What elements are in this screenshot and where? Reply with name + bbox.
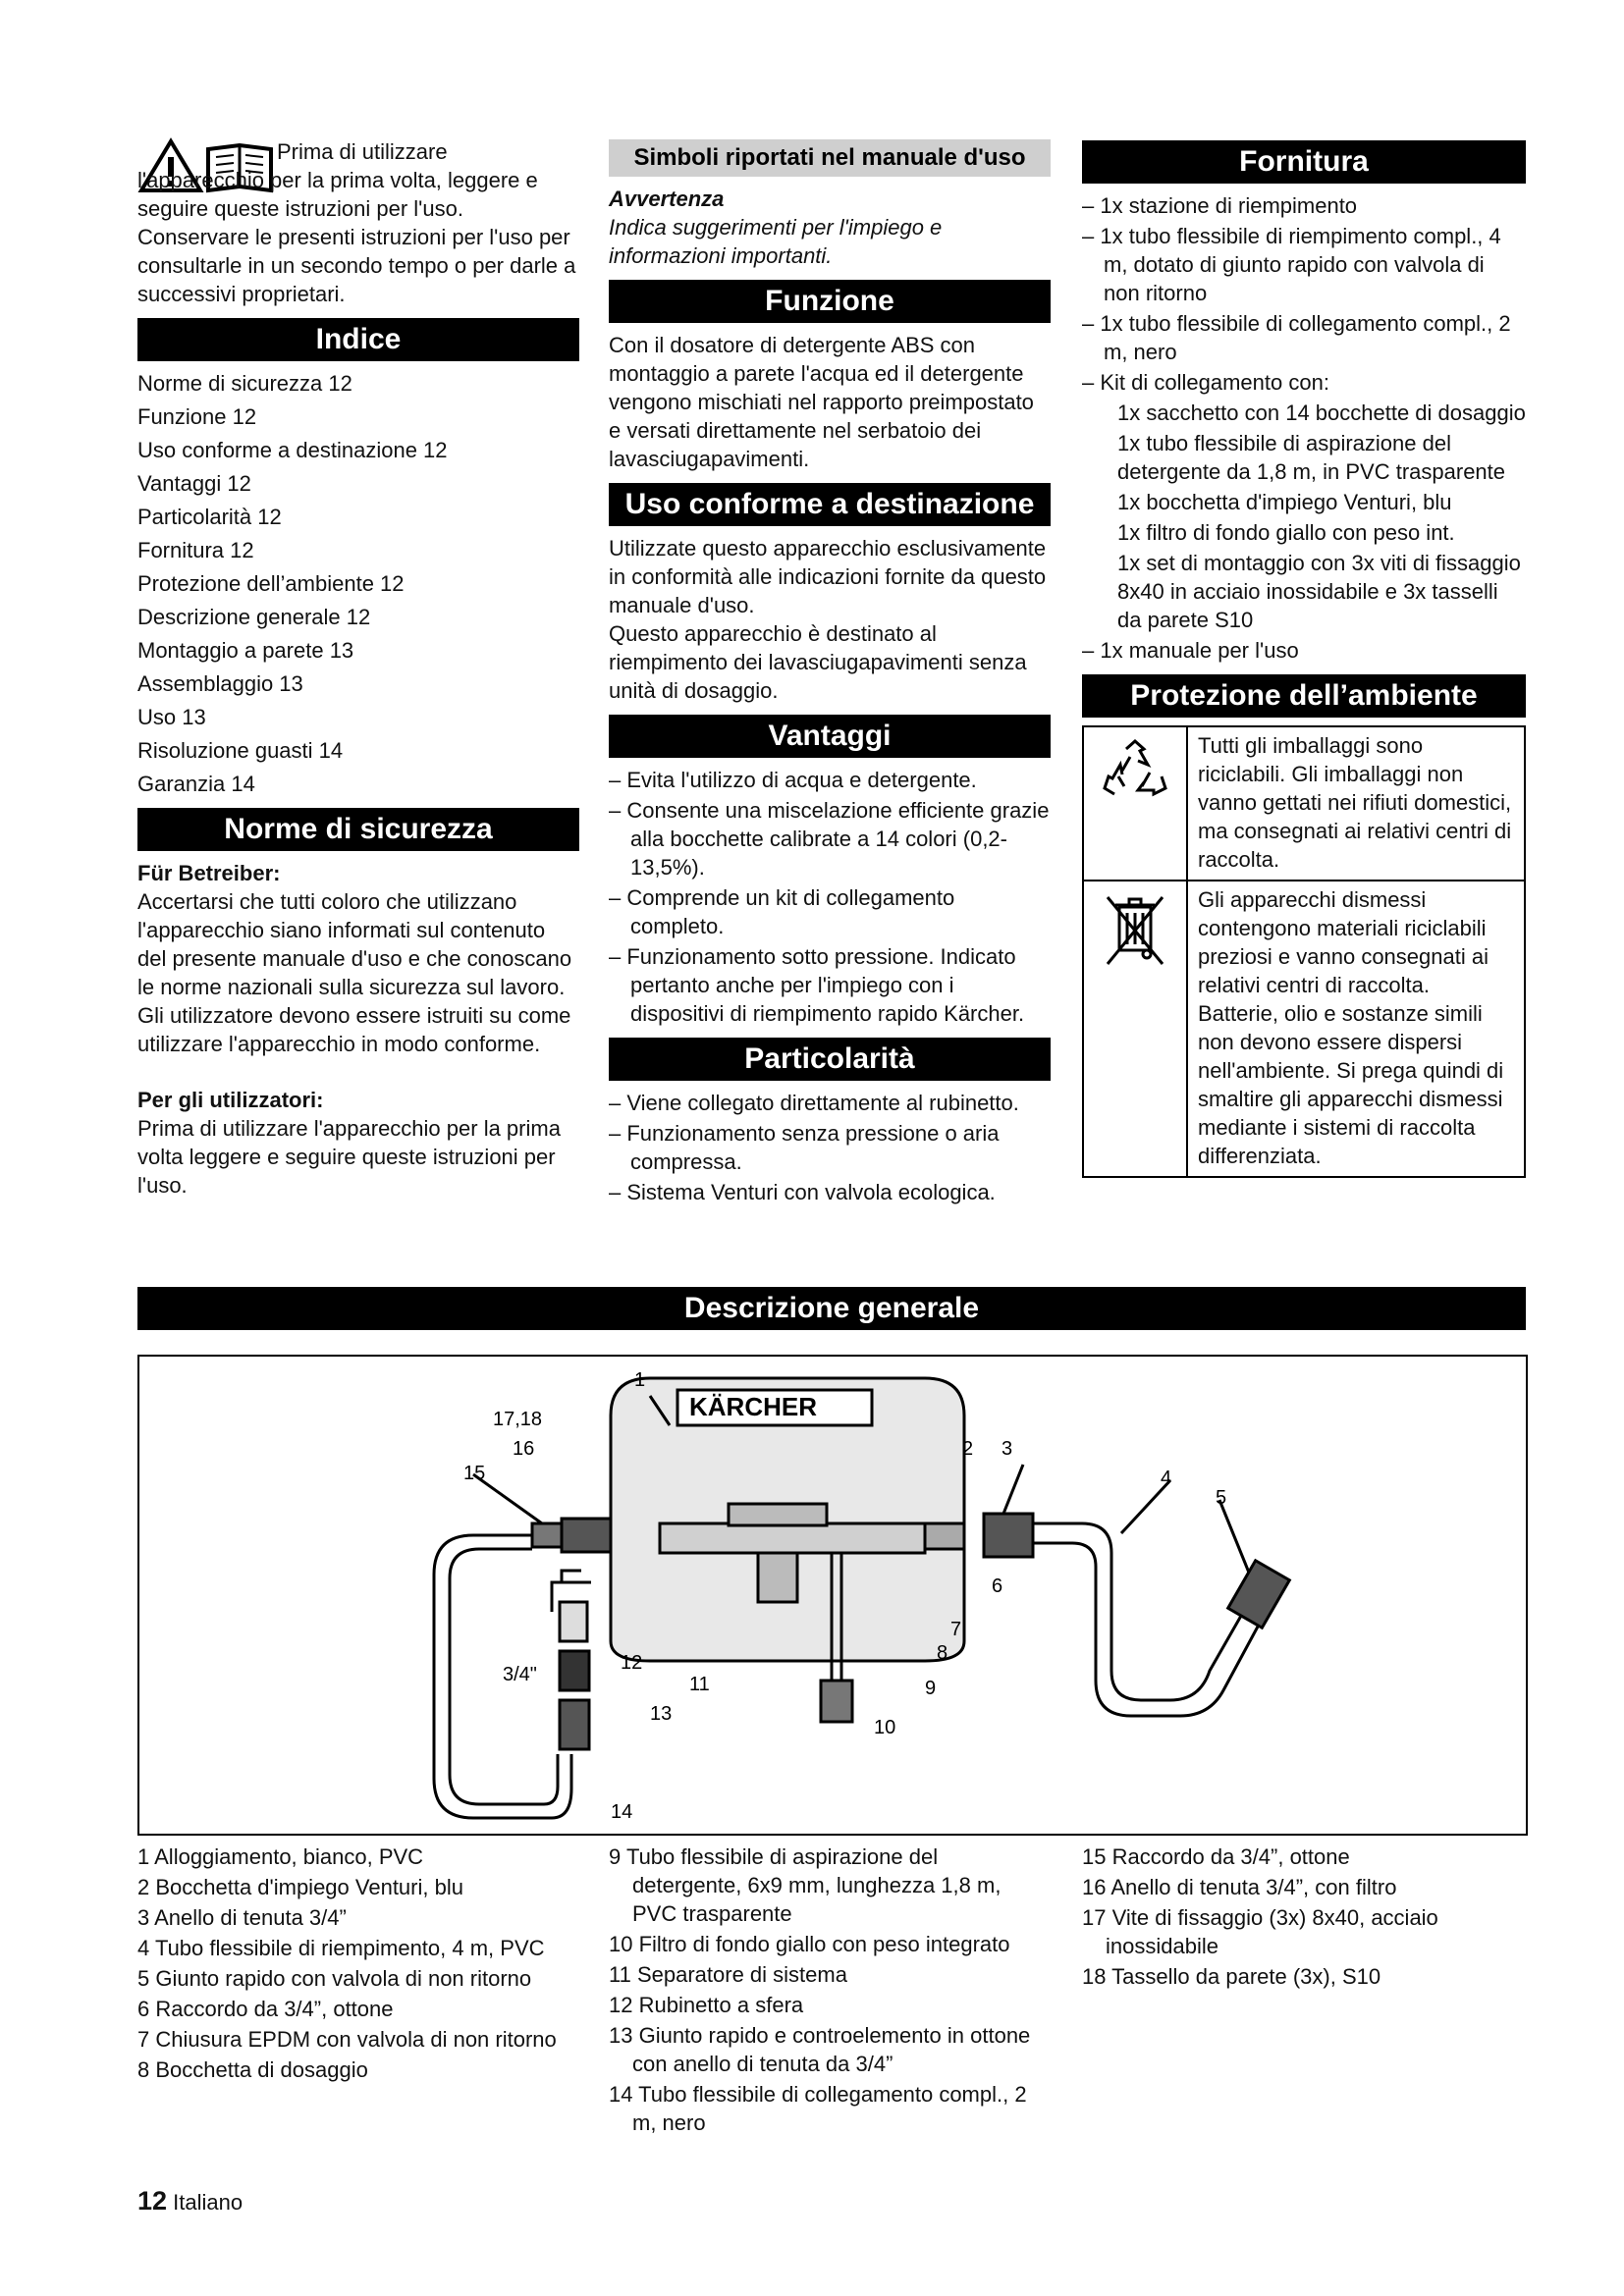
legend-item: 2 Bocchetta d'impiego Venturi, blu [137, 1875, 463, 1899]
callout-label: 4 [1161, 1468, 1172, 1489]
environment-table [1082, 725, 1526, 1178]
brand-label: KÄRCHER [689, 1392, 817, 1421]
callout-label: 14 [611, 1801, 633, 1823]
callout-label: 13 [650, 1703, 673, 1725]
list-item: – 1x stazione di riempimento [1082, 191, 1526, 220]
crossed-bin-icon [1104, 891, 1166, 972]
toc-item[interactable]: Particolarità 12 [137, 505, 282, 529]
heading-simboli: Simboli riportati nel manuale d'uso [609, 139, 1051, 177]
list-item: – Kit di collegamento con: [1082, 368, 1526, 397]
list-item: – Consente una miscelazione efficiente grazie alla bocchette calibrate a 14 colori (0,2-13,5%). [609, 796, 1051, 881]
callout-label: 5 [1216, 1487, 1227, 1509]
callout-label: 16 [513, 1438, 535, 1460]
heading-indice: Indice [137, 318, 579, 361]
legend-item: 7 Chiusura EPDM con valvola di non ritorno [137, 2027, 557, 2052]
list-item: – 1x tubo flessibile di riempimento compl., 4 m, dotato di giunto rapido con valvola di non ritorno [1082, 222, 1526, 307]
toc-item[interactable]: Uso 13 [137, 705, 206, 729]
legend-item: 17 Vite di fissaggio (3x) 8x40, acciaio inossidabile [1082, 1905, 1438, 1958]
heading-fornitura: Fornitura [1082, 140, 1526, 184]
device-drawing [139, 1357, 1526, 1834]
callout-label: 11 [689, 1674, 710, 1695]
legend-item: 15 Raccordo da 3/4”, ottone [1082, 1844, 1350, 1869]
legend-item: 11 Separatore di sistema [609, 1962, 847, 1987]
legend-column-1 [137, 1842, 569, 2086]
list-item: – Sistema Venturi con valvola ecologica. [609, 1178, 1051, 1206]
heading-descrizione: Descrizione generale [137, 1287, 1526, 1330]
list-item: 1x sacchetto con 14 bocchette di dosaggio [1117, 400, 1526, 425]
toc-item[interactable]: Assemblaggio 13 [137, 671, 303, 696]
toc-item[interactable]: Protezione dell’ambiente 12 [137, 571, 405, 596]
callout-label: 3/4" [503, 1664, 537, 1685]
heading-particolarita: Particolarità [609, 1038, 1051, 1081]
legend-item: 14 Tubo flessibile di collegamento compl., 2 m, nero [609, 2082, 1027, 2135]
page-number: 12 [137, 2186, 168, 2216]
descrizione-section [137, 1287, 1526, 1338]
legend-item: 13 Giunto rapido e controelemento in ottone con anello di tenuta da 3/4” [609, 2023, 1031, 2076]
list-item: – Viene collegato direttamente al rubinetto. [609, 1089, 1051, 1117]
kit-list [1082, 399, 1526, 634]
fornitura-list [1082, 191, 1526, 397]
page-language: Italiano [173, 2190, 244, 2215]
list-item: 1x filtro di fondo giallo con peso int. [1117, 520, 1455, 545]
toc-item[interactable]: Fornitura 12 [137, 538, 254, 562]
callout-label: 8 [937, 1642, 948, 1664]
toc-item[interactable]: Montaggio a parete 13 [137, 638, 354, 663]
list-item: – Funzionamento sotto pressione. Indicato pertanto anche per l'impiego con i dispositivi di riempimento rapido Kärcher. [609, 942, 1051, 1028]
avvertenza-text: Indica suggerimenti per l'impiego e informazioni importanti. [609, 215, 943, 268]
environment-text: Gli apparecchi dismessi contengono materiali riciclabili preziosi e vanno consegnati ai relativi centri di raccolta. Batterie, olio e sostanze simili non devono essere dispersi nell'ambiente. Si prega quindi di smaltire gli apparecchi dismessi mediante i sistemi di raccolta differenziata. [1198, 887, 1504, 1168]
fornitura-list-end [1082, 636, 1526, 665]
legend-item: 3 Anello di tenuta 3/4” [137, 1905, 347, 1930]
toc-item[interactable]: Norme di sicurezza 12 [137, 371, 352, 396]
page-footer [137, 2186, 243, 2216]
list-item: 1x set di montaggio con 3x viti di fissaggio 8x40 in acciaio inossidabile e 3x tasselli da parete S10 [1117, 551, 1521, 632]
callout-label: 15 [463, 1463, 486, 1484]
uso-conforme-text-1: Utilizzate questo apparecchio esclusivamente in conformità alle indicazioni fornite da questo manuale d'uso. [609, 536, 1047, 617]
legend-item: 18 Tassello da parete (3x), S10 [1082, 1964, 1381, 1989]
list-item: – Comprende un kit di collegamento completo. [609, 883, 1051, 940]
callout-label: 9 [925, 1678, 937, 1699]
utilizzatori-text: Prima di utilizzare l'apparecchio per la prima volta leggere e seguire queste istruzioni per l'uso. [137, 1116, 561, 1198]
column-right [1082, 140, 1526, 1178]
avvertenza-label: Avvertenza [609, 187, 725, 211]
uso-conforme-text-2: Questo apparecchio è destinato al riempimento dei lavasciugapavimenti senza unità di dosaggio. [609, 621, 1027, 703]
toc-item[interactable]: Funzione 12 [137, 404, 257, 429]
toc-item[interactable]: Risoluzione guasti 14 [137, 738, 344, 763]
legend-item: 6 Raccordo da 3/4”, ottone [137, 1997, 394, 2021]
toc-item[interactable]: Uso conforme a destinazione 12 [137, 438, 448, 462]
device-diagram [137, 1355, 1528, 1836]
callout-label: 10 [874, 1717, 896, 1738]
callout-label: 7 [950, 1619, 962, 1640]
utilizzatori-heading: Per gli utilizzatori: [137, 1088, 324, 1112]
legend-item: 9 Tubo flessibile di aspirazione del detergente, 6x9 mm, lunghezza 1,8 m, PVC trasparente [609, 1844, 1001, 1926]
legend-item: 10 Filtro di fondo giallo con peso integrato [609, 1932, 1010, 1956]
environment-text: Tutti gli imballaggi sono riciclabili. Gli imballaggi non vanno gettati nei rifiuti domestici, ma consegnati ai relativi centri di raccolta. [1198, 733, 1512, 872]
intro-text: Prima di utilizzare l'apparecchio per la prima volta, leggere e seguire queste istruzioni per l'uso. Conservare le presenti istruzioni per l'uso per consultarle in un secondo tempo o per darle a successivi proprietari. [137, 139, 576, 306]
toc-item[interactable]: Descrizione generale 12 [137, 605, 371, 629]
column-left [137, 137, 579, 1200]
heading-norme: Norme di sicurezza [137, 808, 579, 851]
legend-item: 1 Alloggiamento, bianco, PVC [137, 1844, 424, 1869]
heading-ambiente: Protezione dell’ambiente [1082, 674, 1526, 718]
list-item: – Funzionamento senza pressione o aria compressa. [609, 1119, 1051, 1176]
legend-column-2 [609, 1842, 1051, 2139]
legend-item: 4 Tubo flessibile di riempimento, 4 m, PVC [137, 1936, 545, 1960]
list-item: 1x bocchetta d'impiego Venturi, blu [1117, 490, 1452, 514]
heading-uso-conforme: Uso conforme a destinazione [609, 483, 1051, 526]
legend-item: 5 Giunto rapido con valvola di non ritorno [137, 1966, 532, 1991]
betreiber-heading: Für Betreiber: [137, 861, 281, 885]
particolarita-list [609, 1089, 1051, 1206]
column-middle [609, 137, 1051, 1208]
betreiber-text: Accertarsi che tutti coloro che utilizzano l'apparecchio siano informati sul contenuto del presente manuale d'uso e che conoscano le norme nazionali sulla sicurezza sul lavoro. Gli utilizzatore devono essere istruiti su come utilizzare l'apparecchio in modo conforme. [137, 889, 572, 1056]
list-item: – 1x manuale per l'uso [1082, 636, 1526, 665]
recycle-icon [1101, 737, 1169, 806]
toc-list [137, 369, 579, 798]
list-item: – 1x tubo flessibile di collegamento compl., 2 m, nero [1082, 309, 1526, 366]
heading-funzione: Funzione [609, 280, 1051, 323]
toc-item[interactable]: Vantaggi 12 [137, 471, 251, 496]
legend-item: 8 Bocchetta di dosaggio [137, 2057, 368, 2082]
vantaggi-list [609, 766, 1051, 1028]
legend-item: 12 Rubinetto a sfera [609, 1993, 804, 2017]
environment-row [1084, 727, 1524, 881]
callout-label: 3 [1001, 1438, 1013, 1460]
list-item: 1x tubo flessibile di aspirazione del detergente da 1,8 m, in PVC trasparente [1117, 431, 1506, 484]
list-item: – Evita l'utilizzo di acqua e detergente. [609, 766, 1051, 794]
legend-column-3 [1082, 1842, 1526, 1993]
legend-item: 16 Anello di tenuta 3/4”, con filtro [1082, 1875, 1397, 1899]
callout-label: 6 [992, 1575, 1003, 1597]
callout-label: 12 [621, 1652, 643, 1674]
environment-row [1084, 881, 1524, 1176]
heading-vantaggi: Vantaggi [609, 715, 1051, 758]
callout-label: 1 [634, 1369, 646, 1391]
toc-item[interactable]: Garanzia 14 [137, 772, 255, 796]
callout-label: 17,18 [493, 1409, 543, 1430]
funzione-text: Con il dosatore di detergente ABS con montaggio a parete l'acqua ed il detergente vengono mischiati nel rapporto preimpostato e versati direttamente nel serbatoio dei lavasciugapavimenti. [609, 333, 1034, 471]
callout-label: 2 [962, 1438, 974, 1460]
